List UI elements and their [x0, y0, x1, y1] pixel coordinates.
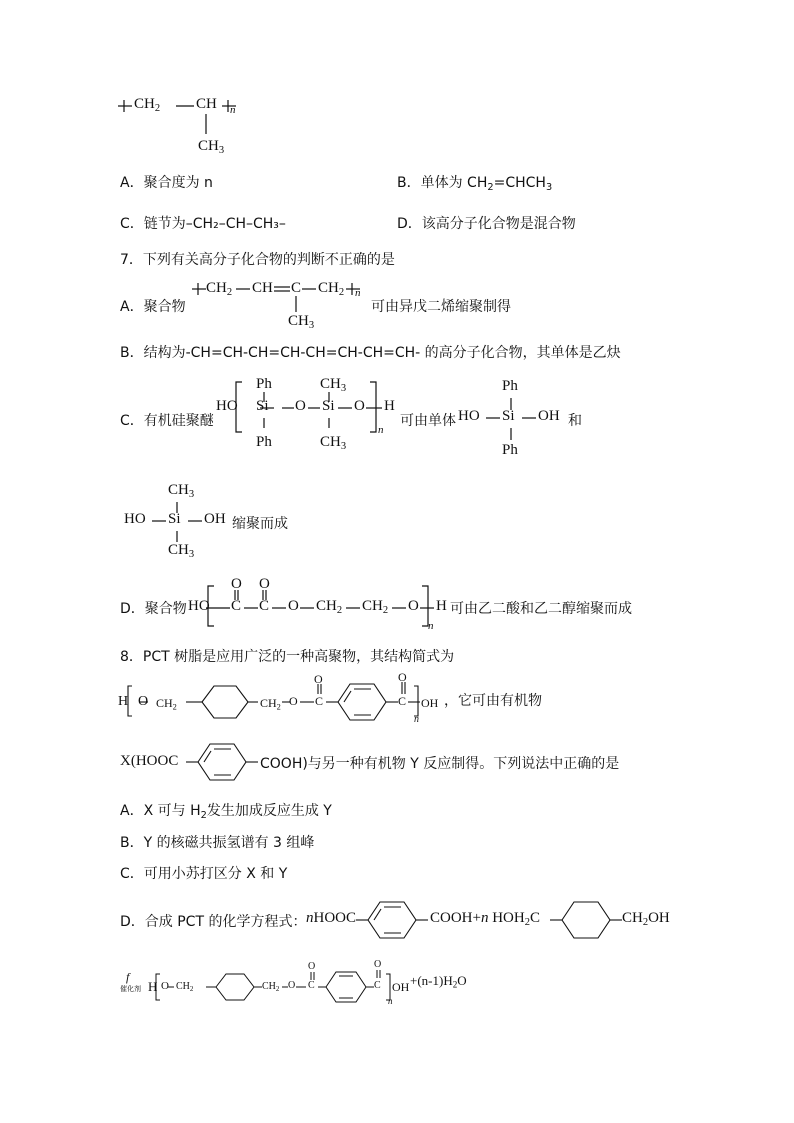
q7-option-a-suffix: 可由异戊二烯缩聚制得 — [371, 299, 511, 315]
q6-option-b: B．单体为 $CH_2=CHCH_3$ — [397, 175, 553, 193]
q8-d-reactant2: COOH+n $HOH_2C$ — [430, 910, 540, 929]
q7-c-bonds — [216, 374, 398, 464]
q6-ch2: CH — [134, 96, 155, 112]
q6-option-c: C．链节为–CH₂–CH–CH₃– — [120, 216, 286, 232]
q7-option-c-label: C．有机硅聚醚 — [120, 413, 214, 429]
q8-pct-structure: H O $CH_2$ $CH_2$ O O C O C OH n — [118, 672, 448, 726]
q7-stem: 7．下列有关高分子化合物的判断不正确的是 — [120, 252, 395, 268]
q8-d-cyclohexane — [550, 896, 630, 944]
q6-ch: CH — [196, 96, 217, 112]
catalyst-label: 催化剂 — [120, 985, 141, 993]
q8-stem: 8．PCT 树脂是应用广泛的一种高聚物，其结构简式为 — [120, 649, 455, 665]
q6-polymer-structure: $CH_2$ CH n $CH_3$ — [118, 90, 258, 160]
q8-x-prefix: X(HOOC — [120, 753, 179, 769]
q8-after-structure: ，它可由有机物 — [444, 693, 542, 709]
q8-d-reactant1-prefix: nHOOC — [306, 910, 357, 926]
q8-reaction-condition — [120, 970, 150, 1000]
q7-d-structure: HO O C O C O $CH_2$ $CH_2$ O H n — [188, 576, 452, 638]
q8-x-suffix: COOH)与另一种有机物 Y 反应制得。下列说法中正确的是 — [260, 756, 620, 772]
q6-option-d: D．该高分子化合物是混合物 — [397, 216, 576, 232]
q7-option-c-mid: 可由单体 — [400, 413, 456, 429]
q8-d-product-tail: $+(n-1)H_2O$ — [410, 973, 467, 990]
q8-option-a: A．X 可与 $H_2$发生加成反应生成 Y — [120, 803, 332, 821]
q8-option-d-label: D．合成 PCT 的化学方程式： — [120, 914, 307, 930]
q8-option-b: B．Y 的核磁共振氢谱有 3 组峰 — [120, 835, 315, 851]
q7-option-b: B．结构为-CH=CH-CH=CH-CH=CH-CH=CH- 的高分子化合物，其单体是乙炔 — [120, 345, 621, 361]
q7-option-a-label: A．聚合物 — [120, 299, 186, 315]
q7-option-c-and: 和 — [568, 413, 582, 429]
q7-c-structure: HO Ph Si Ph O $CH_3$ Si $CH_3$ O H n — [216, 374, 398, 464]
q6-n: n — [230, 104, 236, 116]
q6-ch3: CH — [198, 138, 219, 154]
q7-option-d-label: D．聚合物 — [120, 601, 187, 617]
q7-option-c-suffix: 缩聚而成 — [232, 516, 288, 532]
q6-option-a: A．聚合度为 n — [120, 175, 213, 191]
q8-d-ch2oh: $CH_2OH$ — [622, 910, 670, 929]
q7-c-monomer1: HO Ph Si Ph OH — [458, 374, 568, 464]
q7-a-structure: $CH_2$ CH C $CH_2$ n $CH_3$ — [192, 278, 372, 334]
q8-d-product: H O $CH_2$ $CH_2$ O O C O C OH n — [148, 959, 410, 1006]
q7-c-monomer2: HO $CH_3$ Si $CH_3$ OH — [124, 480, 234, 564]
reaction-arrow-symbol: f — [126, 970, 130, 984]
q7-option-d-suffix: 可由乙二酸和乙二醇缩聚而成 — [450, 601, 632, 617]
q8-option-c: C．可用小苏打区分 X 和 Y — [120, 866, 288, 882]
